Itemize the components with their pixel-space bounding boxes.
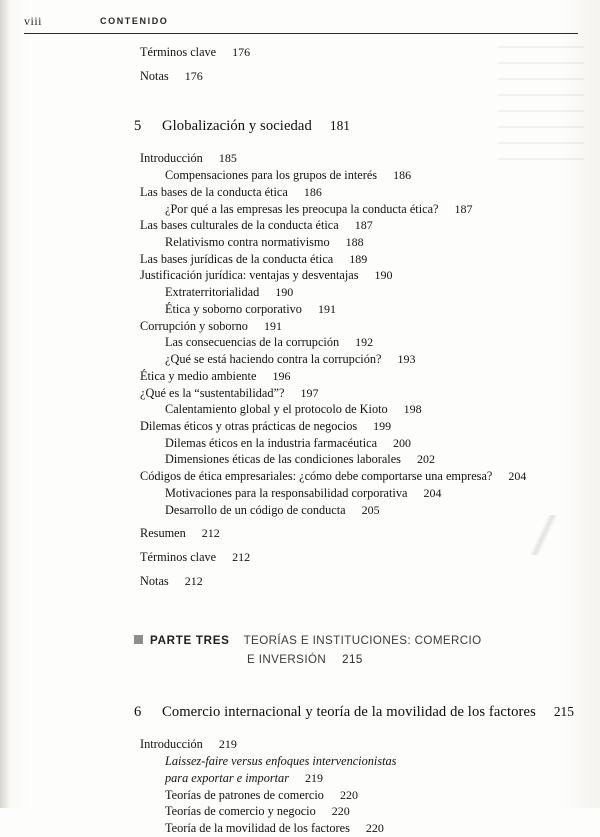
toc-entry-label: Justificación jurídica: ventajas y desventajas [140,268,359,283]
toc-entry [165,401,600,418]
toc-entry [140,267,600,284]
toc-entry-label: Desarrollo de un código de conducta [165,502,346,517]
toc-entry-page: 192 [355,335,374,350]
toc-entry [140,525,600,542]
toc-entry [140,549,600,566]
part-label: PARTE TRES [150,634,230,648]
toc-entry-page: 186 [303,184,322,199]
toc-entry-label: Términos clave [140,549,217,564]
chapter-number: 6 [134,704,142,721]
toc-entry-label: para exportar e importar [165,770,289,785]
toc-entry [165,351,600,368]
toc-entry-label: Las bases de la conducta ética [140,184,288,199]
toc-entry-page: 189 [349,251,368,266]
toc-entry [165,284,600,301]
toc-entry-label: ¿Qué se está haciendo contra la corrupción? [165,352,382,367]
toc-entry-label: Teoría de la movilidad de los factores [165,821,350,835]
toc-entry-page: 219 [218,737,237,752]
part-title: TEORÍAS E INSTITUCIONES: COMERCIO [243,634,482,648]
toc-entry [140,217,600,234]
toc-entry-page: 190 [374,268,393,283]
toc-entry-label: Códigos de ética empresariales: ¿cómo debe comportarse una empresa? [140,469,493,484]
part-title-continued: E INVERSIÓN [247,653,327,667]
toc-entry [140,150,600,167]
toc-entry-page: 198 [403,402,422,417]
toc-entry [140,736,600,753]
toc-entry-label: Términos clave [140,45,217,59]
chapter-heading-5 [134,118,600,135]
toc-entry [140,318,600,335]
toc-entry-label: Extraterritorialidad [165,285,260,300]
chapter-number: 5 [134,118,142,135]
toc-entry [165,753,600,770]
toc-entry [140,385,600,402]
toc-entry-page: 220 [339,787,358,802]
toc-entry-page: 197 [300,385,319,400]
toc-entry-label: Ética y soborno corporativo [165,301,302,316]
toc-entry-page: 193 [397,352,416,367]
toc-entry-label: Calentamiento global y el protocolo de Kioto [165,402,388,417]
toc-entry [165,234,600,251]
chapter-page: 215 [553,704,574,720]
toc-entry-page: 188 [345,235,364,250]
toc-entry-page: 202 [416,452,435,467]
toc-entry [165,787,600,804]
chapter-page: 181 [329,118,350,134]
toc-entry [165,820,600,837]
toc-entry-page: 199 [373,418,392,433]
toc-entry-page: 204 [423,485,442,500]
toc-entry [140,368,600,385]
toc-entry [165,451,600,468]
toc-entry [165,502,600,519]
running-head-title: CONTENIDO [100,16,169,26]
toc-entry-page: 176 [232,45,251,59]
toc-entry-label: Teorías de patrones de comercio [165,787,324,802]
toc-entry-label: Las bases jurídicas de la conducta ética [140,251,334,266]
part-divider [134,631,600,649]
toc-entry [140,184,600,201]
toc-entry-page: 196 [272,368,291,383]
toc-entry-page: 220 [331,804,350,819]
toc-entry-page: 187 [354,218,373,233]
toc-entry [165,167,600,184]
toc-entry [140,573,600,590]
toc-entry-label: Laissez-faire versus enfoques intervencionistas [165,754,397,769]
toc-entry [165,485,600,502]
toc-entry-label: Corrupción y soborno [140,318,248,333]
toc-entry [140,251,600,268]
toc-entry-page: 212 [184,573,203,588]
toc-entry-page: 176 [184,68,203,83]
toc-entry-page: 204 [508,469,527,484]
toc-entry-label: Introducción [140,737,203,752]
header-rule [24,33,578,34]
toc-entry-label: Ética y medio ambiente [140,368,257,383]
toc-entry-label: Dimensiones éticas de las condiciones laborales [165,452,401,467]
toc-entry-label: Motivaciones para la responsabilidad corporativa [165,485,408,500]
toc-entry-page: 186 [393,168,412,183]
toc-entry [165,201,600,218]
toc-entry-label: Dilemas éticos en la industria farmacéutica [165,435,378,450]
toc-entry [165,770,600,787]
toc-entry-page: 205 [361,502,380,517]
toc-entry-label: Notas [140,68,169,83]
toc-entry-page: 200 [393,435,412,450]
toc-entry-page: 187 [454,201,473,216]
toc-entry [165,803,600,820]
toc-entry [165,301,600,318]
toc-entry-page: 191 [263,318,282,333]
part-title-line2 [247,653,600,666]
toc-entry-label: Dilemas éticos y otras prácticas de negocios [140,418,358,433]
chapter-title: Comercio internacional y teoría de la movilidad de los factores [162,704,536,721]
toc-entry-page: 190 [275,285,294,300]
toc-entry [140,44,600,61]
part-page: 215 [342,653,363,667]
toc-entry-label: Notas [140,573,169,588]
toc-entry [165,435,600,452]
toc-entry [165,334,600,351]
toc-entry-label: Introducción [140,151,203,166]
toc-entry-page: 185 [218,151,237,166]
chapter-heading-6 [134,704,600,721]
chapter-title: Globalización y sociedad [162,118,312,135]
table-of-contents [0,44,600,837]
toc-entry-label: Las consecuencias de la corrupción [165,335,340,350]
toc-entry-label: ¿Qué es la “sustentabilidad”? [140,385,285,400]
toc-entry-page: 191 [317,301,336,316]
toc-entry-label: Resumen [140,526,186,541]
toc-entry-page: 220 [365,821,384,835]
toc-entry-page: 212 [201,526,220,541]
toc-entry [140,468,600,485]
toc-entry-page: 212 [232,549,251,564]
toc-entry-label: Relativismo contra normativismo [165,235,330,250]
toc-entry [140,418,600,435]
folio-number: viii [24,14,43,28]
toc-entry-label: ¿Por qué a las empresas les preocupa la conducta ética? [165,201,439,216]
toc-entry-page: 219 [305,770,323,785]
toc-entry-label: Compensaciones para los grupos de interés [165,168,378,183]
toc-entry-label: Teorías de comercio y negocio [165,804,316,819]
toc-entry-label: Las bases culturales de la conducta ética [140,218,339,233]
part-marker-icon [134,635,143,644]
toc-entry [140,68,600,85]
